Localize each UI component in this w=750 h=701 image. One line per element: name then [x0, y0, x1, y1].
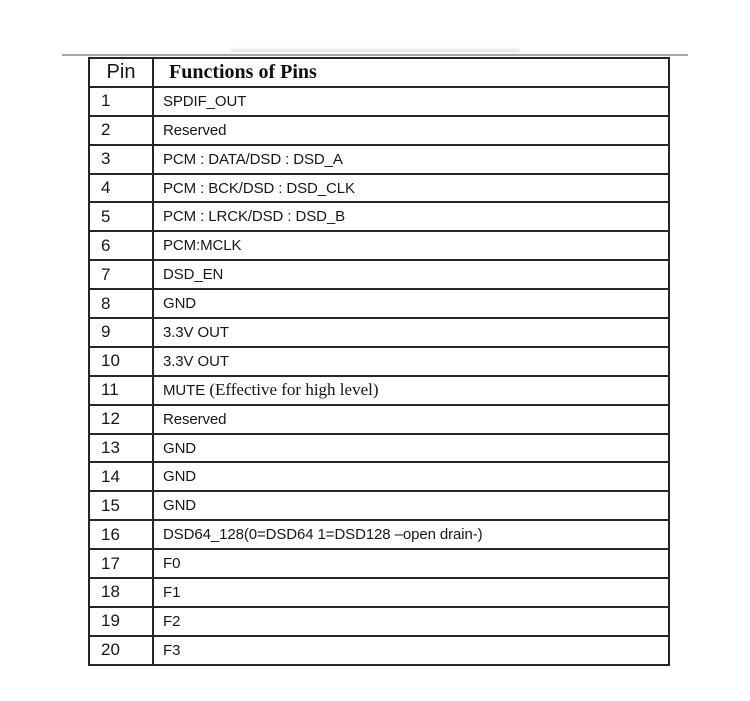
pin-function-cell — [153, 116, 669, 145]
pin-number-cell: 14 — [89, 462, 153, 491]
pin-number-cell: 8 — [89, 289, 153, 318]
function-text: F2 — [163, 612, 181, 630]
pin-number-cell: 20 — [89, 636, 153, 665]
pin-function-cell — [153, 520, 669, 549]
pin-function-cell — [153, 578, 669, 607]
table-row — [89, 520, 669, 549]
pin-function-cell — [153, 607, 669, 636]
function-text: GND — [163, 497, 197, 515]
function-text: PCM : DATA/DSD : DSD_A — [163, 150, 343, 168]
function-text: 3.3V OUT — [163, 352, 229, 370]
table-row — [89, 87, 669, 116]
pin-number-cell: 6 — [89, 231, 153, 260]
function-text: PCM : BCK/DSD : DSD_CLK — [163, 179, 355, 197]
pin-number-cell: 7 — [89, 260, 153, 289]
function-text: GND — [163, 468, 197, 486]
table-row — [89, 347, 669, 376]
pin-number-cell: 2 — [89, 116, 153, 145]
function-text: PCM : LRCK/DSD : DSD_B — [163, 208, 346, 226]
pin-number-cell: 1 — [89, 87, 153, 116]
pin-function-cell — [153, 87, 669, 116]
pin-number-cell: 13 — [89, 434, 153, 463]
function-text: DSD64_128(0=DSD64 1=DSD128 –open drain-) — [163, 526, 483, 544]
table-row — [89, 491, 669, 520]
pin-number-cell: 4 — [89, 174, 153, 203]
table-row — [89, 607, 669, 636]
pin-function-cell — [153, 434, 669, 463]
pin-function-cell — [153, 549, 669, 578]
table-row — [89, 376, 669, 405]
function-text: F0 — [163, 555, 181, 573]
pin-function-cell — [153, 202, 669, 231]
pin-number-cell: 16 — [89, 520, 153, 549]
pin-function-cell — [153, 347, 669, 376]
function-text: GND — [163, 439, 197, 457]
table-header-row — [89, 58, 669, 87]
table-row — [89, 462, 669, 491]
pin-function-cell — [153, 145, 669, 174]
function-text: F1 — [163, 583, 181, 601]
pin-number-cell: 3 — [89, 145, 153, 174]
pin-function-cell — [153, 260, 669, 289]
function-text: Reserved — [163, 410, 227, 428]
table-row — [89, 260, 669, 289]
pin-function-table — [88, 57, 670, 666]
pin-function-cell — [153, 289, 669, 318]
horizontal-rule — [62, 54, 688, 56]
pin-number-cell: 18 — [89, 578, 153, 607]
pin-function-cell — [153, 462, 669, 491]
functions-column-header: Functions of Pins — [153, 58, 669, 87]
pin-number-cell: 17 — [89, 549, 153, 578]
pin-function-cell — [153, 174, 669, 203]
pin-number-cell: 9 — [89, 318, 153, 347]
pin-function-cell — [153, 491, 669, 520]
function-text: SPDIF_OUT — [163, 92, 247, 110]
pin-function-cell — [153, 405, 669, 434]
function-text: DSD_EN — [163, 266, 224, 284]
table-row — [89, 318, 669, 347]
function-text: GND — [163, 295, 197, 313]
pin-function-cell — [153, 376, 669, 405]
function-text: PCM:MCLK — [163, 237, 242, 255]
table-row — [89, 116, 669, 145]
function-text: F3 — [163, 641, 181, 659]
pin-number-cell: 12 — [89, 405, 153, 434]
pin-function-cell — [153, 636, 669, 665]
scan-artifact — [230, 49, 520, 52]
pin-number-cell: 11 — [89, 376, 153, 405]
pin-number-cell: 19 — [89, 607, 153, 636]
pin-function-cell — [153, 231, 669, 260]
table-row — [89, 145, 669, 174]
pin-number-cell: 15 — [89, 491, 153, 520]
table-row — [89, 174, 669, 203]
table-body — [89, 87, 669, 665]
table-row — [89, 289, 669, 318]
table-row — [89, 405, 669, 434]
table-row — [89, 636, 669, 665]
pin-column-header: Pin — [89, 58, 153, 87]
table-row — [89, 578, 669, 607]
function-text: Reserved — [163, 121, 227, 139]
function-note-text: (Effective for high level) — [205, 380, 379, 400]
function-text: 3.3V OUT — [163, 323, 229, 341]
pin-number-cell: 5 — [89, 202, 153, 231]
table-row — [89, 434, 669, 463]
function-text: MUTE — [163, 382, 206, 400]
pin-function-cell — [153, 318, 669, 347]
table-row — [89, 231, 669, 260]
pin-number-cell: 10 — [89, 347, 153, 376]
table-row — [89, 549, 669, 578]
table-row — [89, 202, 669, 231]
